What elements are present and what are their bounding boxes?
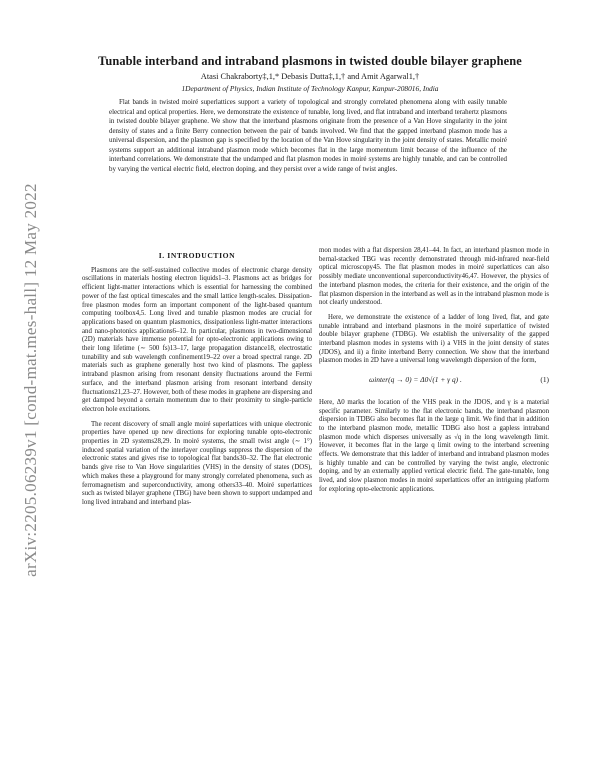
right-text-column bbox=[319, 247, 549, 495]
left-text-column bbox=[82, 247, 312, 508]
arxiv-identifier-stamp bbox=[16, 110, 46, 650]
intro-paragraph-2: The recent discovery of small angle moiré superlattices with unique electronic properties have opened up new directions for exploring tunable opto-electronic properties in 2D systems28,29. In moiré systems, the small twist angle (∼ 1°) induced spatial variation of the interlayer couplings suppress the dispersion of the electronic states and gives rise to topological flat bands30–32. The flat electronic bands give rise to Van Hove singularities (VHS) in the density of states (DOS), which makes these a playground for many strongly correlated phenomena, such as ferromagnetism and superconductivity, among others33–40. Moiré superlattices such as twisted bilayer graphene (TBG) have been shown to support undamped and long lived intraband and interband plas- bbox=[82, 420, 312, 506]
intro-paragraph-4: Here, we demonstrate the existence of a ladder of long lived, flat, and gate tunable intraband and interband plasmons in the moiré superlattice of twisted double bilayer graphene (TDBG). We establish the universality of the gapped interband plasmon modes in systems with i) a VHS in the joint density of states (JDOS), and ii) a finite interband Berry connection. We show that the interband plasmon modes in 2D have a universal long wavelength dispersion of the form, bbox=[319, 313, 549, 365]
intro-paragraph-1: Plasmons are the self-sustained collective modes of electronic charge density oscillations in materials hosting electron liquids1–3. Plasmons act as bridges for efficient light-matter interactions which is essential for harnessing the combined power of the fast optical timescales and the small lattice length-scales. Dissipation-free plasmon modes form an important component of the light-based quantum computing toolbox4,5. Long lived and tunable plasmon modes are crucial for applications based on quantum plasmonics, dissipationless light-matter interactions and nano-photonics applications6–12. In particular, plasmons in two-dimensional (2D) materials have immense potential for opto-electronic applications owing to their long lifetime (∼ 500 fs)13–17, large propagation distance18, electrostatic tunability and sub wavelength confinement19–22 over a broad spectral range. 2D materials such as graphene generally host two kind of plasmons. The gapless intraband plasmon arising from resonant density fluctuations around the Fermi surface, and the interband plasmon arising from resonant interband density fluctuations21,23–27. However, both of these modes in graphene are dispersing and get damped beyond a certain momentum due to their proximity to single-particle electron hole excitations. bbox=[82, 266, 312, 413]
abstract-paragraph: Flat bands in twisted moiré superlattices support a variety of topological and strongly correlated phenomena along with easily tunable electrical and optical properties. Here, we demonstrate the existence of tunable, long lived, and flat intraband and interband terahertz plasmons in twisted double bilayer graphene. We show that the interband plasmons originate from the presence of a Van Hove singularity in the joint density of states and a finite Berry connection between the pair of bands involved. We find that the gapped interband plasmon mode has a universal dispersion, and the plasmon gap is specified by the location of the Van Hove singularity in the joint density of states. Metallic moiré systems support an additional intraband plasmon mode which becomes flat in the large momentum limit because of the influence of the interband correlations. We demonstrate that the undamped and flat plasmon modes in moiré systems are highly tunable, and can be controlled by varying the vertical electric field, electron doping, and they persist over a wide range of twist angles. bbox=[109, 98, 507, 173]
arxiv-identifier-text: arXiv:2205.06239v1 [cond-mat.mes-hall] 12 May 2022 bbox=[21, 183, 40, 577]
intro-paragraph-3: mon modes with a flat dispersion 28,41–44. In fact, an interband plasmon mode in bernal-stacked TBG was recently demonstrated through mid-infrared near-field optical microscopy45. The flat plasmon modes in moiré superlattices can also possibly mediate unconventional superconductivity46,47. However, the physics of the interband plasmon modes, the criteria for their existence, and the origin of the flat plasmon dispersion in the interband as well as in the intraband plasmon mode is not clearly understood. bbox=[319, 247, 549, 307]
equation-body: ωinter(q → 0) = Δ0√(1 + γ q) . bbox=[369, 375, 462, 385]
author-list: Atasi Chakraborty‡,1,* Debasis Dutta‡,1,† and Amit Agarwal1,† bbox=[200, 72, 420, 81]
author-affiliation: 1Department of Physics, Indian Institute of Technology Kanpur, Kanpur-208016, India bbox=[181, 84, 439, 93]
section-heading-introduction: I. INTRODUCTION bbox=[158, 251, 236, 260]
equation-number: (1) bbox=[540, 375, 549, 385]
paper-title: Tunable interband and intraband plasmons in twisted double bilayer graphene bbox=[98, 54, 522, 68]
intro-paragraph-5: Here, Δ0 marks the location of the VHS peak in the JDOS, and γ is a material specific parameter. Similarly to the flat electronic bands, the interband plasmon dispersion in TDBG also becomes flat in the large q limit. We find that in addition to the interband plasmon mode, metallic TDBG also host a gapless intraband plasmon mode which disperses universally as √q in the long wavelength limit. However, it becomes flat in the large q limit owing to the interband screening effects. We demonstrate that this ladder of interband and intraband plasmon modes is highly tunable and can be controlled by varying the twist angle, electronic doping, and by an externally applied vertical electric field. The gate-tunable, long lived, and slow plasmon modes in moiré superlattices offer an intriguing platform for exploring opto-electronic applications. bbox=[319, 398, 549, 493]
equation-1 bbox=[319, 376, 549, 385]
